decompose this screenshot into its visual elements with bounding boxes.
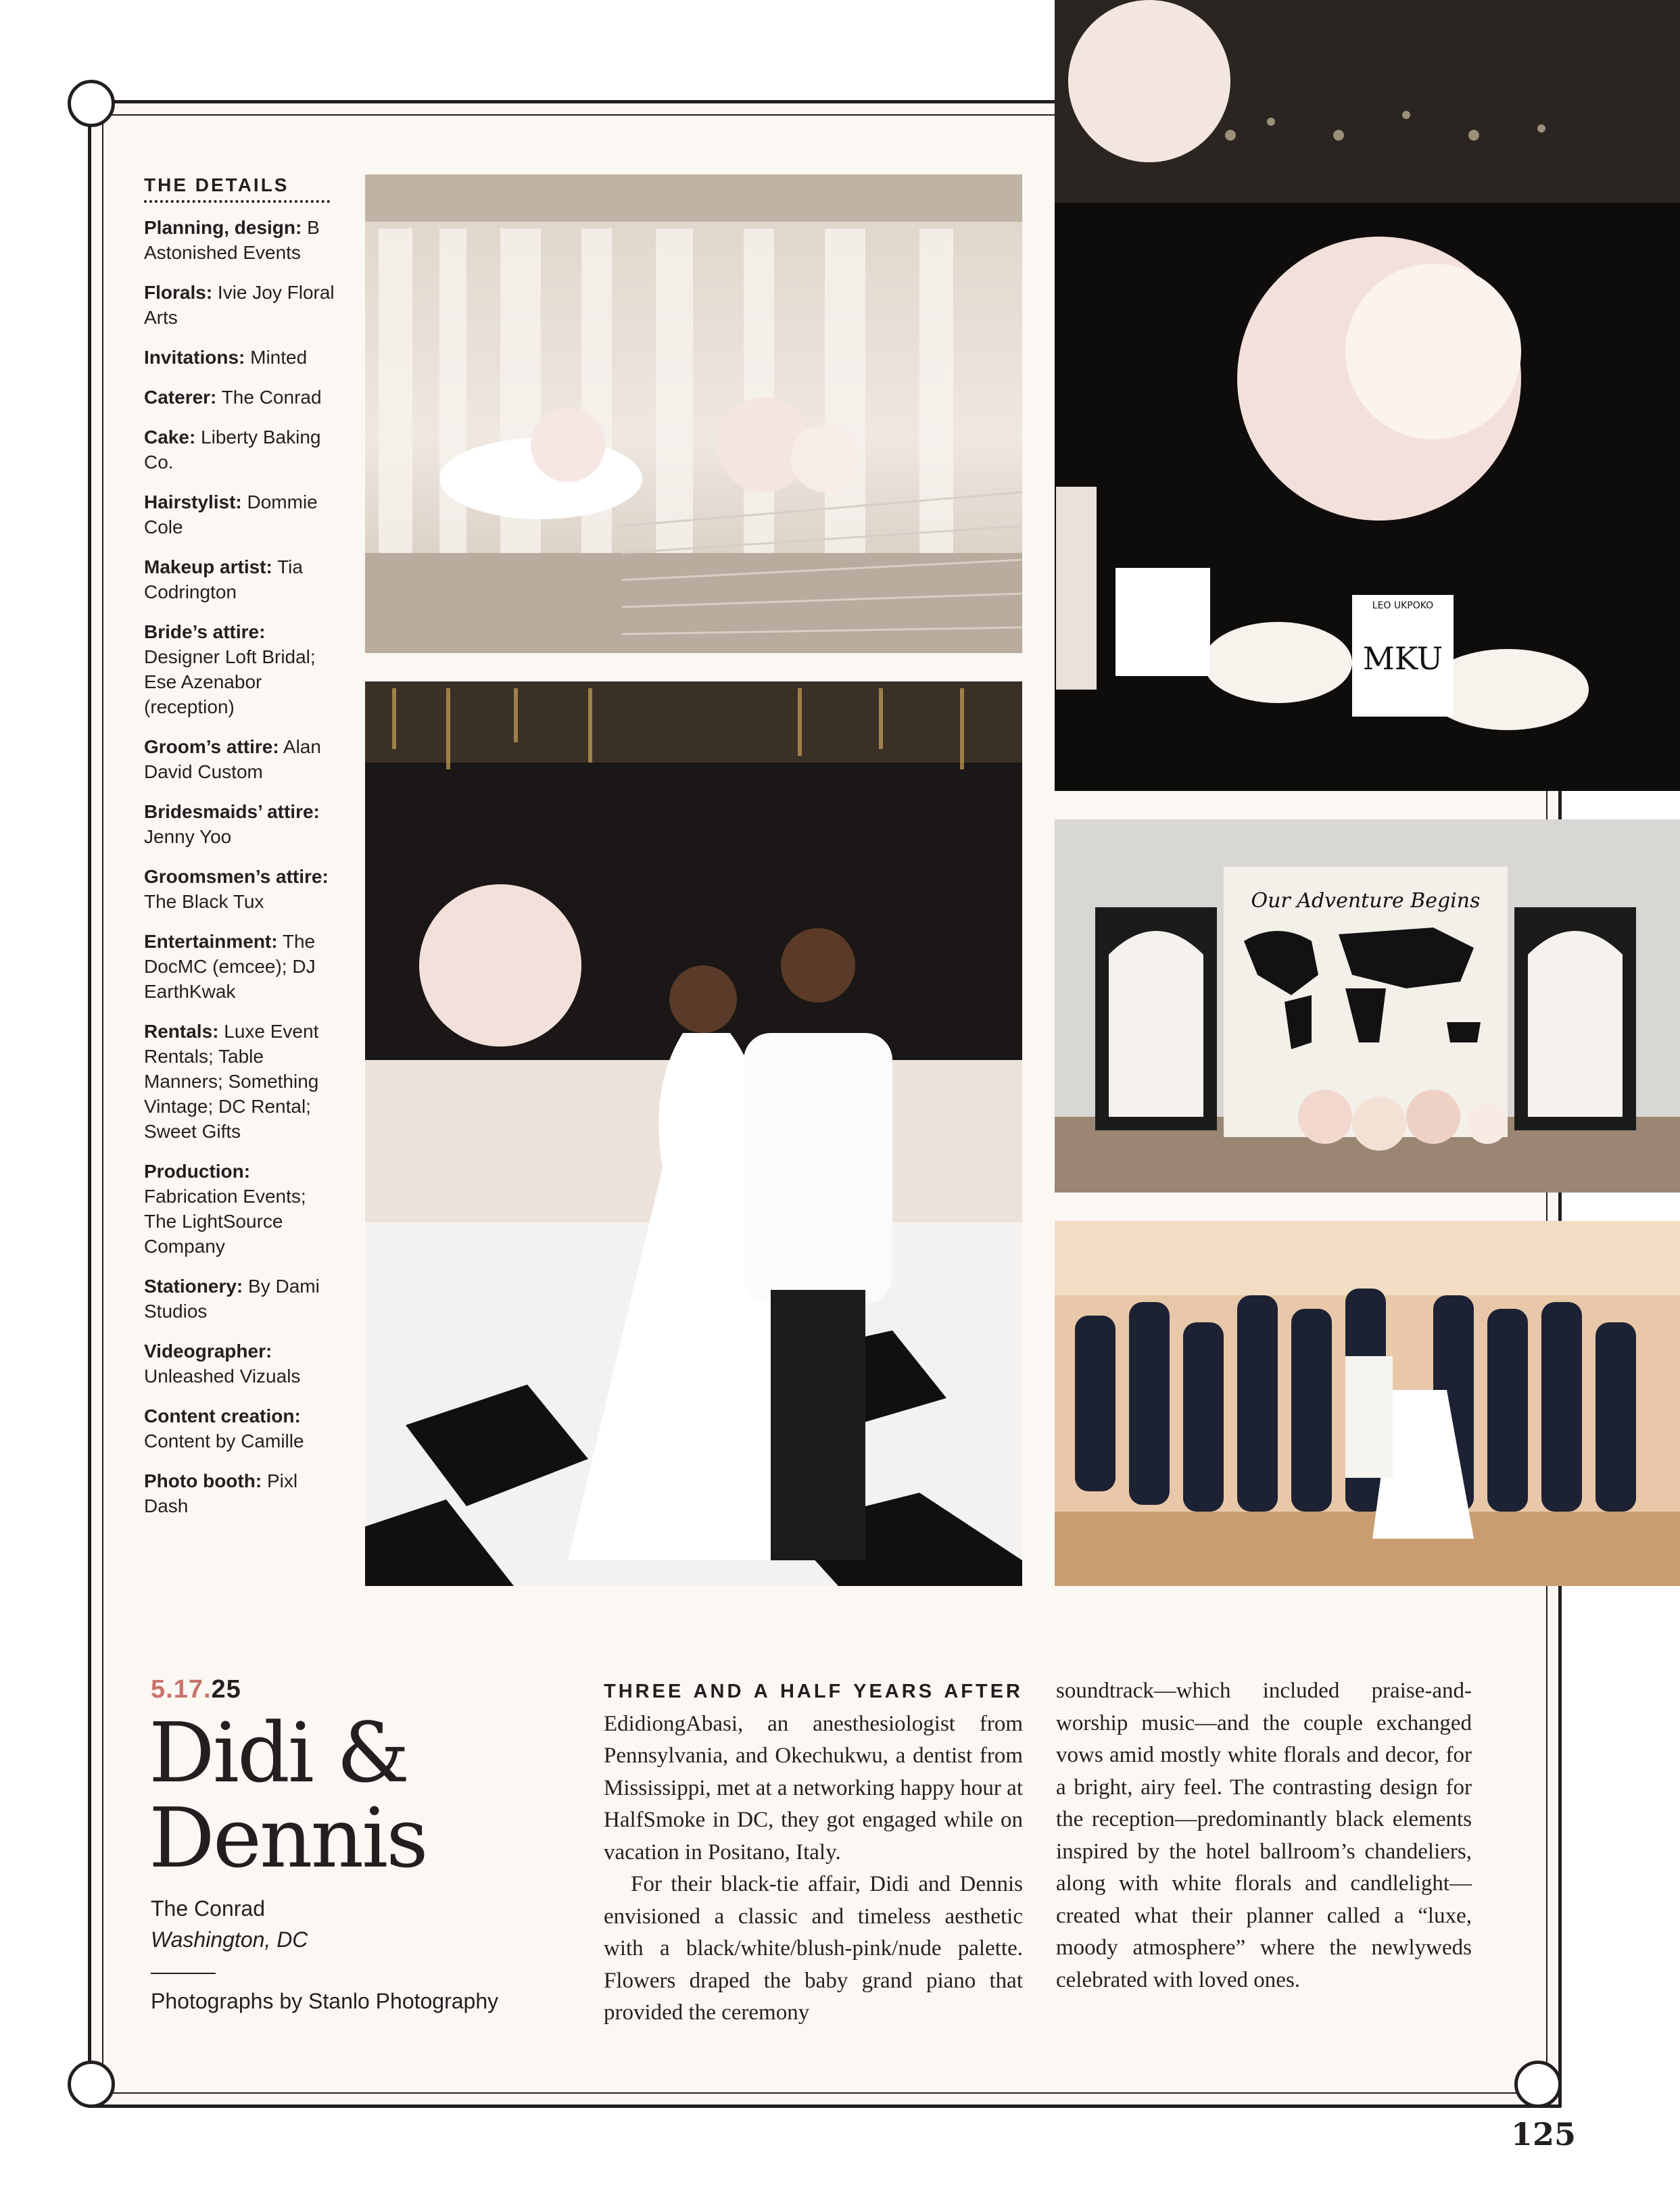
photo-credit: Photographs by Stanlo Photography (151, 1989, 499, 2013)
detail-label: Entertainment: (144, 931, 278, 952)
page-number: 125 (1510, 2116, 1576, 2153)
detail-value: Liberty Baking Co. (144, 427, 321, 473)
detail-value: The Black Tux (144, 891, 264, 912)
article-column-1 (604, 1675, 1023, 2029)
seating-chart-photo (1055, 819, 1680, 1193)
article-paragraph-1: EdidiongAbasi, an anesthesiologist from Pennsylvania, and Okechukwu, a dentist from Mississippi, met at a networking happy hour at HalfSmoke in DC, they got engaged while on vacation in Positano, Italy. (604, 1711, 1023, 1865)
place-card-name: LEO UKPOKO (1372, 600, 1434, 611)
frame-corner-ornament (68, 80, 115, 127)
article-column-2 (1056, 1675, 1472, 1996)
detail-label: Makeup artist: (144, 556, 272, 577)
detail-entry (144, 554, 340, 604)
couple-portrait-photo (365, 681, 1022, 1586)
detail-label: Bride’s attire: (144, 621, 266, 642)
detail-value: The Conrad (221, 387, 322, 408)
detail-entry (144, 425, 340, 475)
couple-names (149, 1705, 568, 1886)
venue-name: The Conrad (151, 1896, 265, 1921)
details-list (144, 215, 340, 1518)
detail-label: Bridesmaids’ attire: (144, 801, 320, 822)
detail-entry (144, 1403, 340, 1453)
detail-entry (144, 1339, 340, 1389)
reception-table-photo (1055, 0, 1680, 791)
detail-entry (144, 345, 340, 370)
detail-value: Ivie Joy Floral Arts (144, 282, 335, 328)
details-heading: THE DETAILS (144, 174, 289, 195)
detail-label: Invitations: (144, 347, 245, 368)
detail-entry (144, 280, 340, 330)
details-sidebar (144, 174, 340, 1533)
detail-value: Luxe Event Rentals; Table Manners; Something Vintage; DC Rental; Sweet Gifts (144, 1021, 319, 1142)
detail-entry (144, 215, 340, 265)
detail-label: Videographer: (144, 1341, 272, 1362)
ceremony-photo (365, 174, 1022, 653)
wedding-party-photo (1055, 1221, 1680, 1586)
detail-value: Content by Camille (144, 1430, 304, 1451)
detail-value: Tia Codrington (144, 556, 303, 602)
detail-label: Production: (144, 1161, 251, 1182)
couple-line-2: Dennis (149, 1790, 427, 1886)
detail-entry (144, 864, 340, 914)
detail-label: Stationery: (144, 1276, 243, 1297)
detail-value: Fabrication Events; The LightSource Company (144, 1186, 306, 1257)
dotted-rule (144, 200, 330, 203)
venue-city: Washington, DC (151, 1927, 308, 1952)
detail-value: Alan David Custom (144, 736, 321, 782)
detail-label: Photo booth: (144, 1470, 262, 1491)
detail-label: Groomsmen’s attire: (144, 866, 329, 887)
wedding-date (151, 1675, 241, 1704)
detail-entry (144, 385, 340, 410)
detail-label: Florals: (144, 282, 213, 303)
detail-label: Rentals: (144, 1021, 219, 1042)
detail-label: Planning, design: (144, 217, 302, 238)
detail-label: Groom’s attire: (144, 736, 279, 757)
frame-corner-ornament (1514, 2061, 1562, 2108)
venue-block (151, 1893, 308, 1955)
detail-entry (144, 929, 340, 1004)
detail-value: The DocMC (emcee); DJ EarthKwak (144, 931, 316, 1002)
article-paragraph-2: For their black-tie affair, Didi and Dennis envisioned a classic and timeless aesthetic with a black/white/blush-pink/nude palette. Flowers draped the baby grand piano that provided the ceremony (604, 1872, 1023, 2025)
detail-value: Dommie Cole (144, 491, 318, 537)
title-divider (151, 1973, 216, 1974)
detail-label: Content creation: (144, 1405, 301, 1426)
article-lead-in: THREE AND A HALF YEARS AFTER (604, 1681, 1023, 1702)
detail-value: Minted (250, 347, 308, 368)
couple-line-1: Didi & (149, 1705, 408, 1801)
detail-entry (144, 734, 340, 784)
detail-label: Cake: (144, 427, 196, 448)
detail-label: Caterer: (144, 387, 217, 408)
detail-value: Designer Loft Bridal; Ese Azenabor (reception) (144, 646, 316, 717)
detail-entry (144, 619, 340, 719)
frame-corner-ornament (68, 2061, 115, 2108)
detail-entry (144, 1468, 340, 1518)
detail-entry (144, 1159, 340, 1259)
detail-value: Unleashed Vizuals (144, 1366, 301, 1387)
detail-entry (144, 489, 340, 539)
date-prefix: 5.17. (151, 1675, 212, 1704)
detail-entry (144, 1274, 340, 1324)
detail-value: Jenny Yoo (144, 826, 232, 847)
place-card-monogram: MKU (1362, 640, 1443, 677)
detail-entry (144, 1019, 340, 1144)
detail-entry (144, 799, 340, 849)
date-suffix: 25 (211, 1675, 241, 1704)
detail-value: B Astonished Events (144, 217, 320, 263)
detail-label: Hairstylist: (144, 491, 242, 512)
seating-chart-title: Our Adventure Begins (1251, 889, 1481, 913)
article-paragraph-2-continued: soundtrack—which included praise-and-worship music—and the couple exchanged vows amid mostly white florals and decor, for a bright, airy feel. The contrasting design for the reception—predominantly black elements inspired by the hotel ballroom’s chandeliers, along with white florals and candlelight—created what their planner called a “luxe, moody atmosphere” where the newlyweds celebrated with loved ones. (1056, 1679, 1472, 1992)
detail-value: By Dami Studios (144, 1276, 320, 1322)
detail-value: Pixl Dash (144, 1470, 298, 1516)
